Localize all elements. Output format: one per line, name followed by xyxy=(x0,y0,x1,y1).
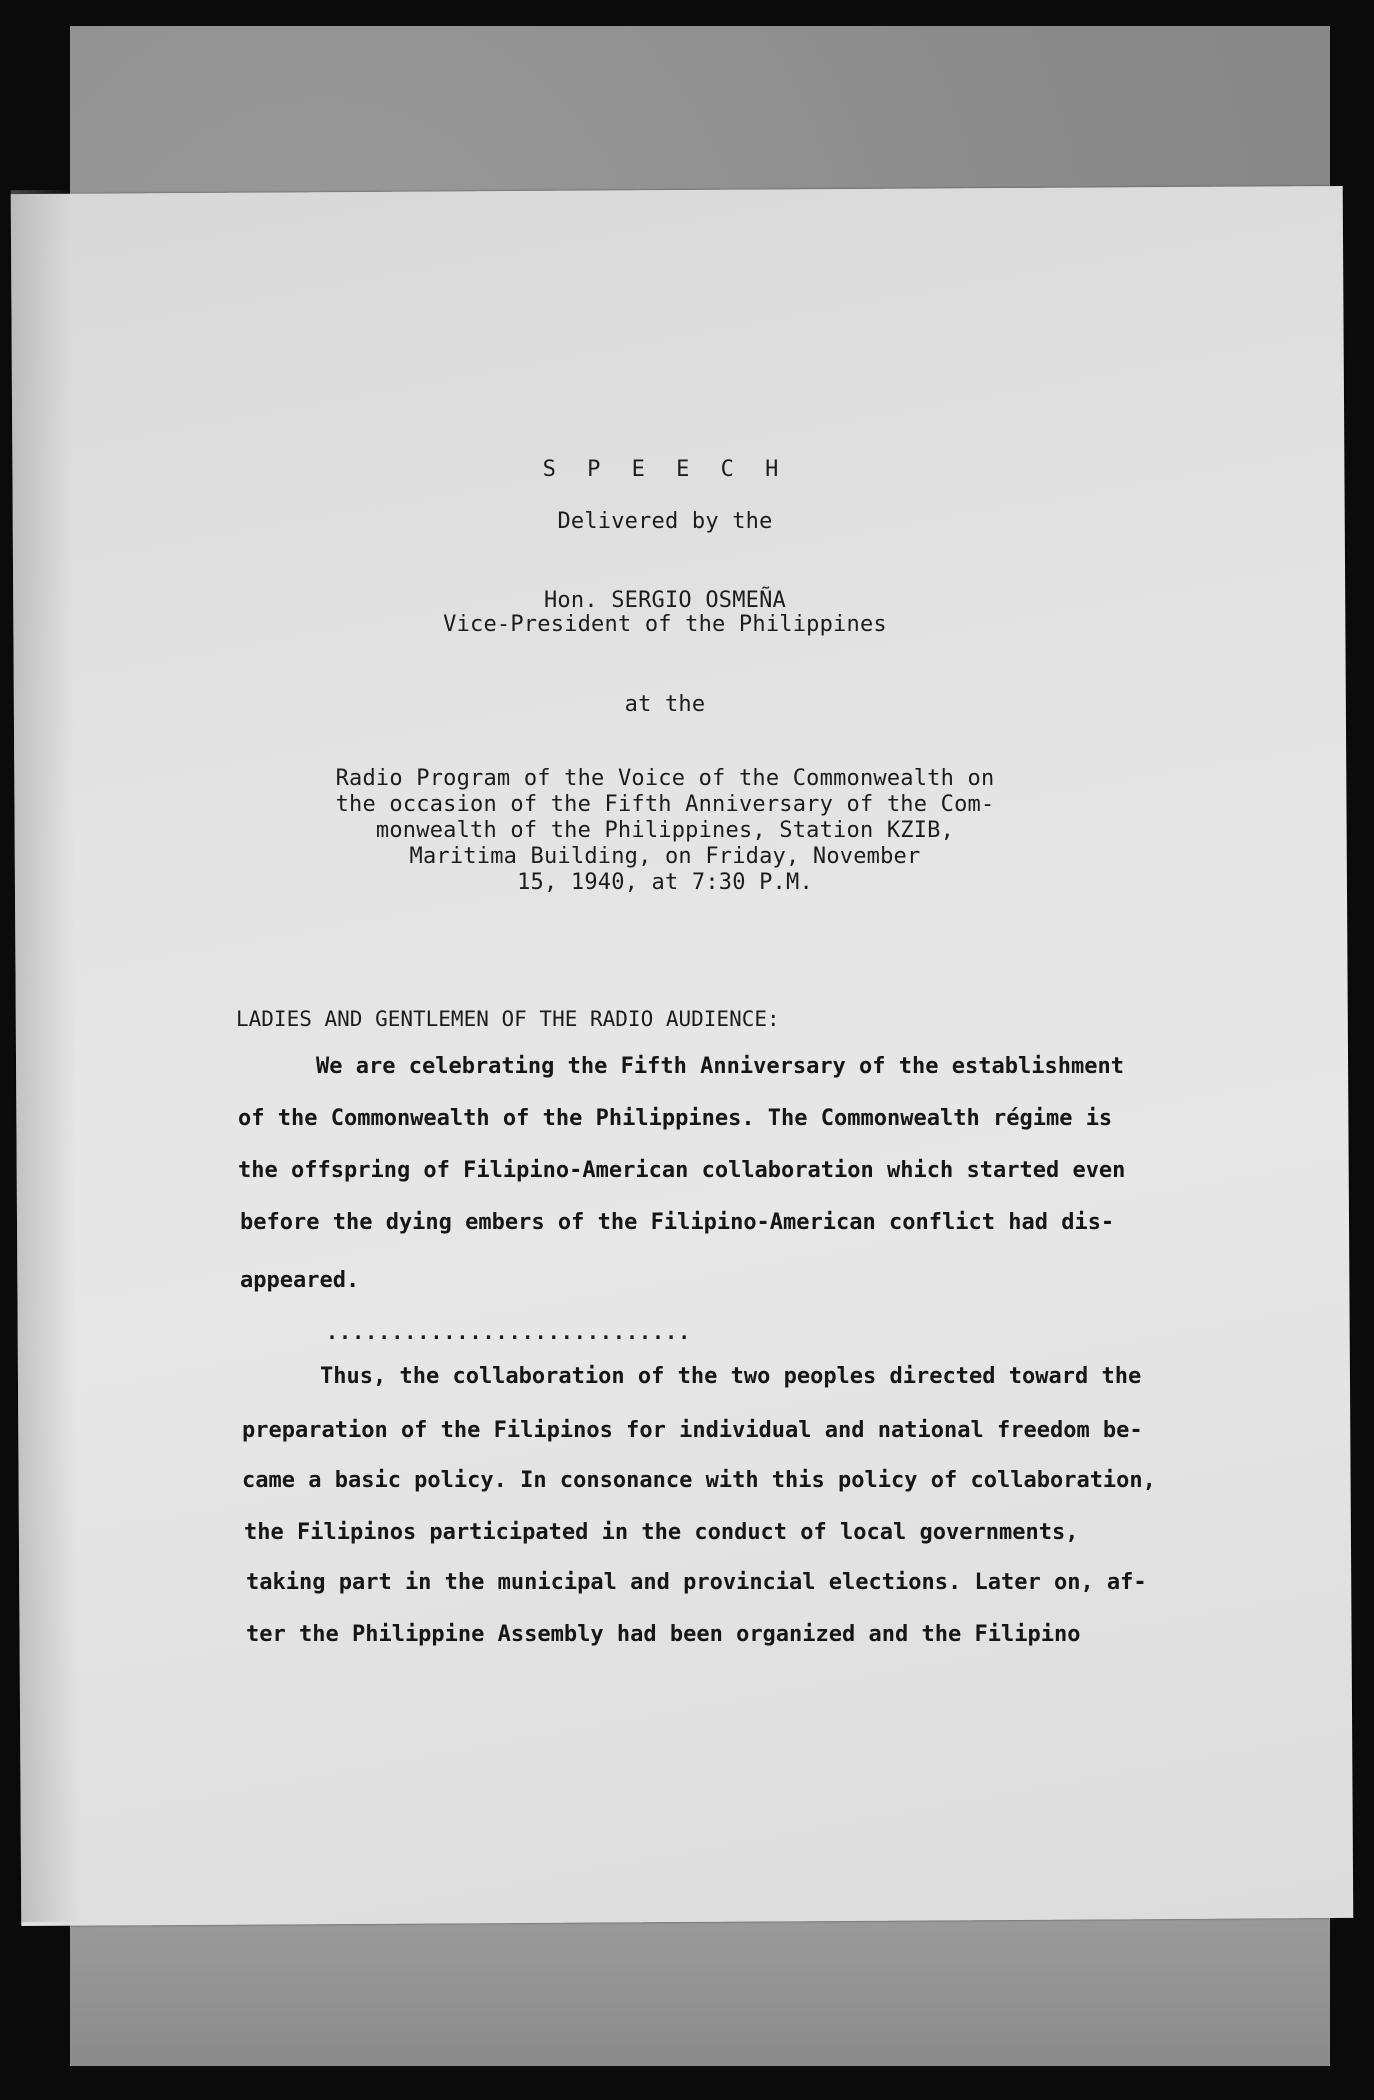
paragraph-line: came a basic policy. In consonance with this policy of collaboration, xyxy=(242,1468,1156,1493)
paragraph-line: Thus, the collaboration of the two peoples directed toward the xyxy=(320,1364,1142,1389)
occasion-line: Radio Program of the Voice of the Commonwealth on xyxy=(335,766,995,791)
occasion-line: the occasion of the Fifth Anniversary of the Com- xyxy=(335,792,995,817)
paragraph-line: the Filipinos participated in the conduct of local governments, xyxy=(244,1520,1079,1545)
paragraph-line: before the dying embers of the Filipino-American conflict had dis- xyxy=(240,1210,1115,1235)
at-the: at the xyxy=(624,692,706,717)
delivered-by: Delivered by the xyxy=(557,509,773,534)
paragraph-line: appeared. xyxy=(240,1268,360,1293)
paragraph-line: the offspring of Filipino-American collaboration which started even xyxy=(238,1158,1126,1183)
paragraph-line: We are celebrating the Fifth Anniversary of the establishment xyxy=(316,1054,1124,1079)
paragraph-line: taking part in the municipal and provincial elections. Later on, af- xyxy=(246,1570,1147,1595)
speaker-title: Vice-President of the Philippines xyxy=(443,612,887,637)
separator-dots: ............................ xyxy=(326,1320,692,1344)
occasion-line: Maritima Building, on Friday, November xyxy=(409,844,921,869)
occasion-line: 15, 1940, at 7:30 P.M. xyxy=(517,870,813,895)
salutation: LADIES AND GENTLEMEN OF THE RADIO AUDIENCE: xyxy=(236,1007,780,1031)
occasion-line: monwealth of the Philippines, Station KZIB, xyxy=(375,818,955,843)
speaker-name: Hon. SERGIO OSMEÑA xyxy=(543,588,786,613)
speech-title: S P E E C H xyxy=(542,457,788,482)
paragraph-line: preparation of the Filipinos for individual and national freedom be- xyxy=(242,1418,1143,1443)
paragraph-line: of the Commonwealth of the Philippines. The Commonwealth régime is xyxy=(238,1106,1113,1131)
paragraph-line: ter the Philippine Assembly had been organized and the Filipino xyxy=(246,1622,1081,1647)
